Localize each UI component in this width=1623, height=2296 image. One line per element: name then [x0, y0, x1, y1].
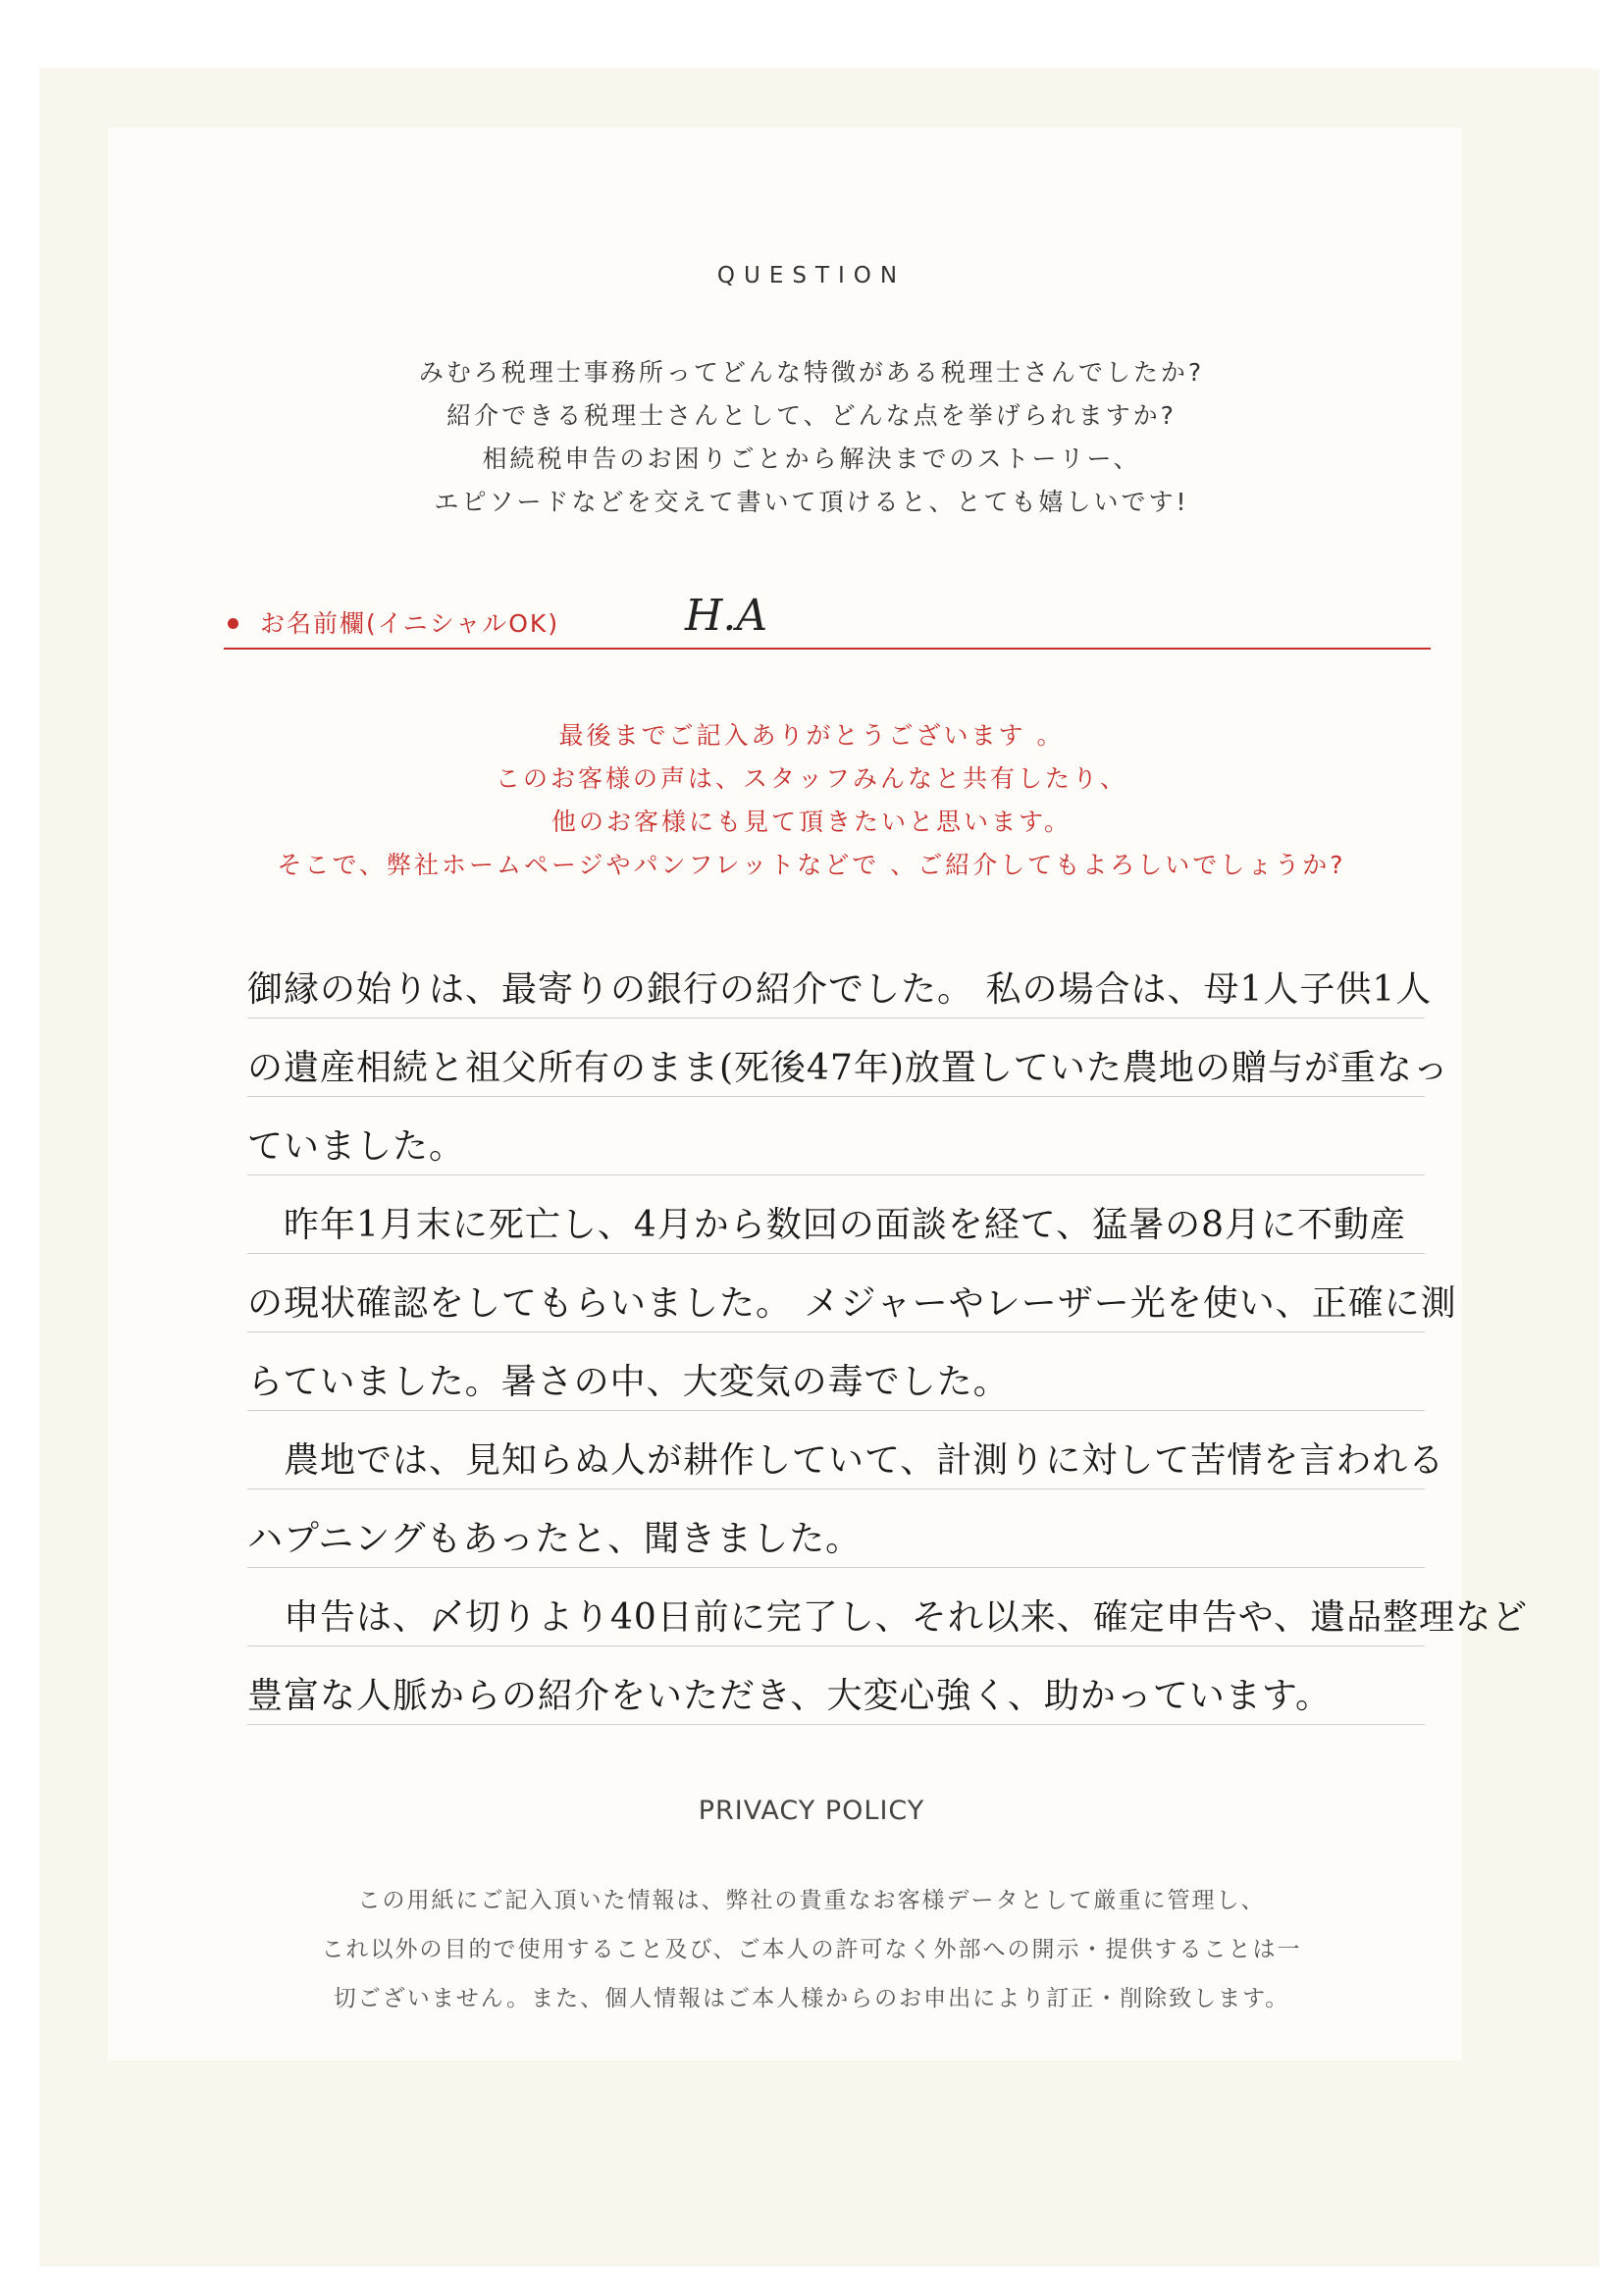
answer-ruled-line	[247, 1254, 1457, 1332]
question-heading: QUESTION	[716, 263, 907, 288]
thanks-line: そこで、弊社ホームページやパンフレットなどで 、ご紹介してもよろしいでしょうか?	[277, 851, 1346, 879]
privacy-policy-text	[0, 1876, 1623, 2023]
thanks-line: 最後までご記入ありがとうございます 。	[558, 721, 1065, 750]
answer-ruled-line	[247, 1646, 1425, 1725]
answer-ruled-line	[247, 1489, 1425, 1568]
answer-line-text: 申告は、〆切りより40日前に完了し、それ以来、確定申告や、遺品整理など	[247, 1597, 1529, 1638]
answer-ruled-line	[247, 1097, 1425, 1175]
answer-line-text: ていました。	[247, 1126, 466, 1167]
answer-ruled-line	[247, 1411, 1445, 1489]
name-field-label: お名前欄(イニシャルOK)	[260, 609, 560, 638]
privacy-line: これ以外の目的で使用すること及び、ご本人の許可なく外部への開示・提供することは一	[321, 1937, 1302, 1962]
answer-line-text: の遺産相続と祖父所有のまま(死後47年)放置していた農地の贈与が重なっ	[247, 1048, 1449, 1088]
name-field-row	[224, 589, 1431, 650]
answer-ruled-line	[247, 1332, 1425, 1411]
answer-ruled-line	[247, 1568, 1529, 1646]
thanks-line: このお客様の声は、スタッフみんなと共有したり、	[495, 764, 1127, 793]
answer-line-text: 昨年1月末に死亡し、4月から数回の面談を経て、猛暑の8月に不動産	[247, 1205, 1406, 1245]
bullet-dot-icon	[228, 618, 238, 629]
question-line: 相続税申告のお困りごとから解決までのストーリー、	[482, 444, 1141, 473]
privacy-line: この用紙にご記入頂いた情報は、弊社の貴重なお客様データとして厳重に管理し、	[357, 1888, 1266, 1913]
answer-ruled-line	[247, 1175, 1425, 1254]
answer-line-text: らていました。暑さの中、大変気の毒でした。	[247, 1362, 1010, 1402]
answer-line-text: 御縁の始りは、最寄りの銀行の紹介でした。 私の場合は、母1人子供1人	[247, 969, 1433, 1010]
answer-line-text: の現状確認をしてもらいました。 メジャーやレーザー光を使い、正確に測	[247, 1283, 1457, 1324]
name-field-value: H.A	[685, 591, 768, 641]
question-line: 紹介できる税理士さんとして、どんな点を挙げられますか?	[446, 401, 1177, 430]
answer-ruled-line	[247, 940, 1433, 1018]
answer-ruled-line	[247, 1018, 1449, 1097]
answer-line-text: 豊富な人脈からの紹介をいただき、大変心強く、助かっています。	[247, 1676, 1332, 1716]
answer-line-text: ハプニングもあったと、聞きました。	[247, 1519, 863, 1559]
thanks-message	[0, 714, 1623, 887]
question-line: みむろ税理士事務所ってどんな特徴がある税理士さんでしたか?	[418, 358, 1205, 387]
question-text	[0, 351, 1623, 524]
question-line: エピソードなどを交えて書いて頂けると、とても嬉しいです!	[434, 488, 1189, 516]
thanks-line: 他のお客様にも見て頂きたいと思います。	[550, 808, 1072, 836]
handwritten-answer	[247, 940, 1529, 1725]
privacy-policy-title: PRIVACY POLICY	[698, 1796, 925, 1826]
answer-line-text: 農地では、見知らぬ人が耕作していて、計測りに対して苦情を言われる	[247, 1440, 1445, 1481]
privacy-line: 切ございません。また、個人情報はご本人様からのお申出により訂正・削除致します。	[333, 1986, 1290, 2011]
